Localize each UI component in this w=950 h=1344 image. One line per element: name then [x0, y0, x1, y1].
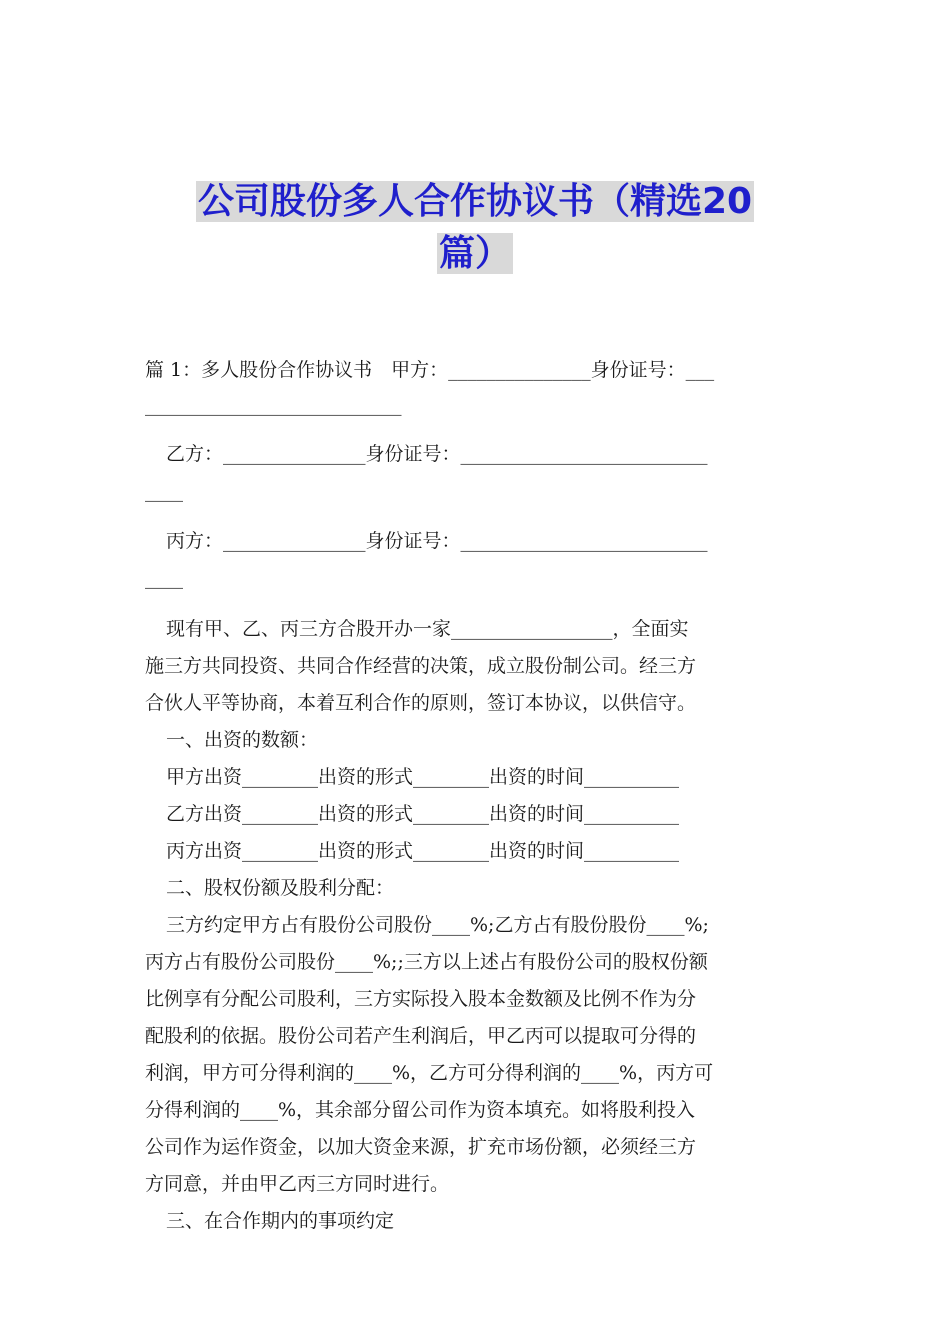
- title-line-1: 公司股份多人合作协议书（精选20: [197, 181, 753, 222]
- party-yi-id-continuation: ____: [145, 480, 183, 502]
- parties-block: [145, 352, 810, 597]
- section-2-line: 分得利润的____%，其余部分留公司作为资本填充。如将股利投入: [145, 1099, 696, 1121]
- section-2-line: 三方约定甲方占有股份公司股份____%;乙方占有股份股份____%;: [166, 914, 709, 936]
- capital-row-bing: 丙方出资________出资的形式________出资的时间__________: [166, 840, 680, 862]
- intro-line: 合伙人平等协商，本着互利合作的原则，签订本协议，以供信守。: [145, 692, 697, 714]
- intro-line: 施三方共同投资、共同合作经营的决策，成立股份制公司。经三方: [145, 655, 697, 677]
- section-2-line: 比例享有分配公司股利，三方实际投入股本金数额及比例不作为分: [145, 988, 697, 1010]
- section-2-line: 丙方占有股份公司股份____%;;三方以上述占有股份公司的股权份额: [145, 951, 708, 973]
- party-jia-line: 篇 1：多人股份合作协议书 甲方：_______________身份证号：___: [145, 359, 715, 381]
- title-line-2: 篇）: [438, 233, 511, 274]
- section-2-line: 利润，甲方可分得利润的____%，乙方可分得利润的____%，丙方可: [145, 1062, 714, 1084]
- section-2-line: 公司作为运作资金，以加大资金来源，扩充市场份额，必须经三方: [145, 1136, 697, 1158]
- party-jia-id-continuation: ___________________________: [145, 394, 402, 416]
- intro-line: 现有甲、乙、丙三方合股开办一家_________________，全面实: [166, 618, 689, 640]
- party-bing-id-continuation: ____: [145, 567, 183, 589]
- document-title: [0, 176, 950, 280]
- section-2-heading: 二、股权份额及股利分配：: [166, 877, 395, 899]
- intro-paragraph: [145, 611, 810, 722]
- section-1-heading: 一、出资的数额：: [166, 729, 319, 751]
- section-2-line: 配股利的依据。股份公司若产生利润后，甲乙丙可以提取可分得的: [145, 1025, 697, 1047]
- section-2-paragraph: [145, 907, 810, 1203]
- capital-row-yi: 乙方出资________出资的形式________出资的时间__________: [166, 803, 680, 825]
- section-2-line: 方同意，并由甲乙丙三方同时进行。: [145, 1173, 450, 1195]
- section-3-heading: 三、在合作期内的事项约定: [166, 1210, 395, 1232]
- party-bing-line: 丙方：_______________身份证号：__________________________: [166, 530, 708, 552]
- document-body: [145, 352, 810, 1240]
- party-yi-line: 乙方：_______________身份证号：__________________________: [166, 443, 708, 465]
- capital-row-jia: 甲方出资________出资的形式________出资的时间__________: [166, 766, 680, 788]
